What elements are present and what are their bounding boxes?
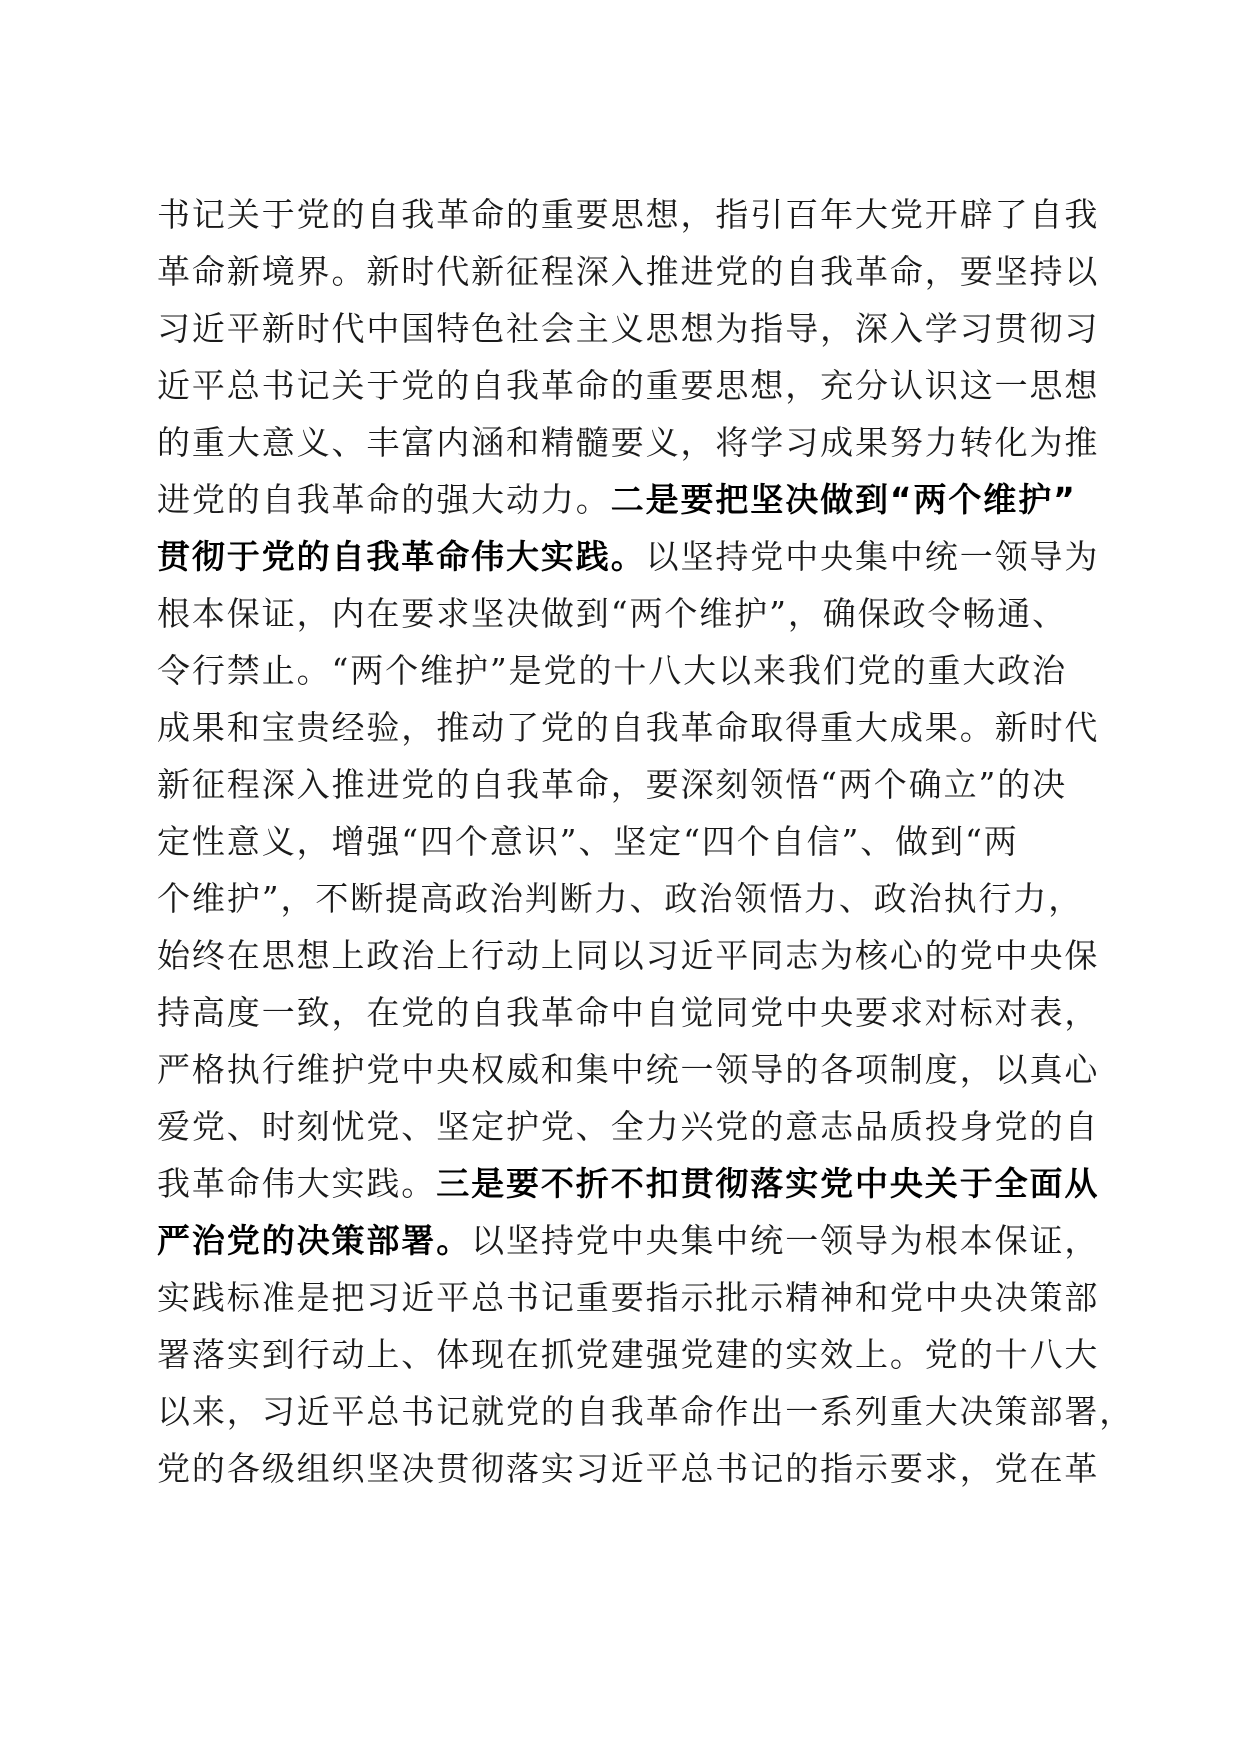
text-line (157, 699, 1100, 756)
text-line (157, 1098, 1100, 1155)
body-text-segment: 持高度一致，在党的自我革命中自觉同党中央要求对标对表， (157, 993, 1100, 1032)
text-line (157, 927, 1100, 984)
body-text-segment: 成果和宝贵经验，推动了党的自我革命取得重大成果。新时代 (157, 708, 1100, 747)
text-line (157, 1383, 1135, 1440)
text-line (157, 186, 1100, 243)
body-text-segment: 我革命伟大实践。 (157, 1164, 437, 1203)
text-line (157, 300, 1100, 357)
text-line (157, 756, 1068, 813)
text-line (157, 1440, 1100, 1497)
body-text-segment: 署落实到行动上、体现在抓党建强党建的实效上。党的十八大 (157, 1335, 1100, 1374)
body-text-segment: 令行禁止。“两个维护”是党的十八大以来我们党的重大政治 (157, 651, 1068, 690)
bold-heading-text: 严治党的决策部署。 (157, 1221, 472, 1260)
body-paragraph (157, 186, 1135, 1497)
body-text-segment: 党的各级组织坚决贯彻落实习近平总书记的指示要求，党在革 (157, 1449, 1100, 1488)
text-line (157, 642, 1068, 699)
body-text-segment: 革命新境界。新时代新征程深入推进党的自我革命，要坚持以 (157, 252, 1100, 291)
text-line (157, 357, 1100, 414)
text-line (157, 813, 1057, 870)
body-text-segment: 个维护”，不断提高政治判断力、政治领悟力、政治执行力， (157, 879, 1084, 918)
body-text-segment: 以坚持党中央集中统一领导为 (645, 537, 1100, 576)
text-line (157, 984, 1100, 1041)
text-line (157, 528, 1100, 585)
body-text-segment: 的重大意义、丰富内涵和精髓要义，将学习成果努力转化为推 (157, 423, 1100, 462)
body-text-segment: 严格执行维护党中央权威和集中统一领导的各项制度，以真心 (157, 1050, 1100, 1089)
body-text-segment: 新征程深入推进党的自我革命，要深刻领悟“两个确立”的决 (157, 765, 1068, 804)
text-line (157, 1155, 1100, 1212)
body-text-segment: 近平总书记关于党的自我革命的重要思想，充分认识这一思想 (157, 366, 1100, 405)
bold-heading-text: 贯彻于党的自我革命伟大实践。 (157, 537, 646, 576)
body-text-segment: 始终在思想上政治上行动上同以习近平同志为核心的党中央保 (157, 936, 1100, 975)
bold-heading-text: 三是要不折不扣贯彻落实党中央关于全面从 (436, 1164, 1100, 1203)
text-line (157, 243, 1100, 300)
text-line (157, 585, 1068, 642)
text-line (157, 1212, 1100, 1269)
bold-heading-text: 二是要把坚决做到“两个维护” (610, 480, 1077, 519)
body-text-segment: 以坚持党中央集中统一领导为根本保证， (471, 1221, 1100, 1260)
text-line (157, 414, 1100, 471)
text-line (157, 870, 1084, 927)
body-text-segment: 习近平新时代中国特色社会主义思想为指导，深入学习贯彻习 (157, 309, 1100, 348)
text-line (157, 1269, 1100, 1326)
body-text-segment: 定性意义，增强“四个意识”、坚定“四个自信”、做到“两 (157, 822, 1019, 861)
body-text-segment: 根本保证，内在要求坚决做到“两个维护”，确保政令畅通、 (157, 594, 1068, 633)
text-line (157, 1041, 1100, 1098)
body-text-segment: 爱党、时刻忧党、坚定护党、全力兴党的意志品质投身党的自 (157, 1107, 1100, 1146)
body-text-segment: 进党的自我革命的强大动力。 (157, 480, 611, 519)
text-line (157, 471, 1077, 528)
text-line (157, 1326, 1100, 1383)
body-text-segment: 书记关于党的自我革命的重要思想，指引百年大党开辟了自我 (157, 195, 1100, 234)
body-text-segment: 实践标准是把习近平总书记重要指示批示精神和党中央决策部 (157, 1278, 1100, 1317)
body-text-segment: 以来，习近平总书记就党的自我革命作出一系列重大决策部署， (157, 1392, 1135, 1431)
